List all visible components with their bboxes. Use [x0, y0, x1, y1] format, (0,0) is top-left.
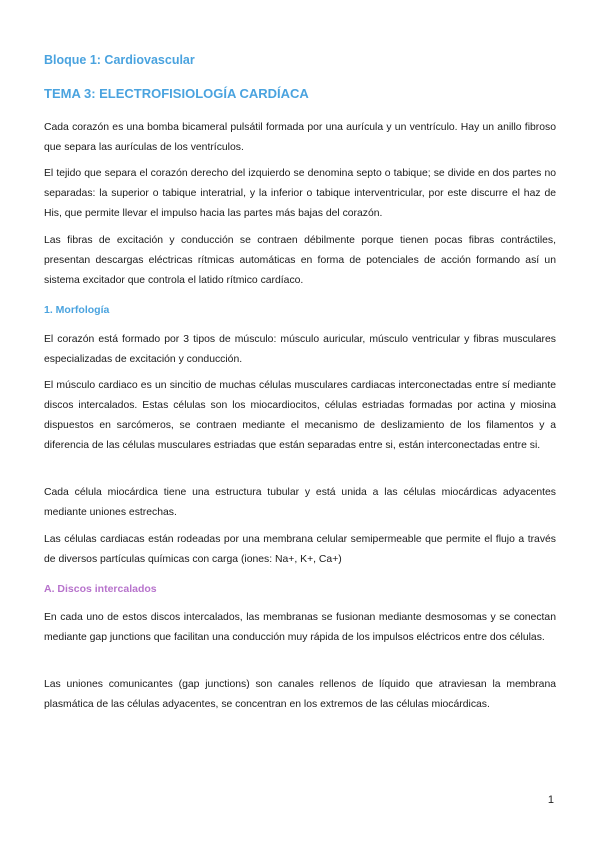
intro-paragraph-3: Las fibras de excitación y conducción se contraen débilmente porque tienen pocas fibras contráctiles, presentan descargas eléctricas rítmicas automáticas en forma de potenciales de acción formando así un sistema excitador que controla el latido rítmico cardíaco. [44, 235, 556, 286]
discos-paragraph-1: En cada uno de estos discos intercalados, las membranas se fusionan mediante desmosomas y se conectan mediante gap junctions que facilitan una conducción muy rápida de los impulsos eléctricos entre dos células. [44, 612, 556, 643]
section-1-heading: 1. Morfología [44, 304, 110, 316]
block-title: Bloque 1: Cardiovascular [44, 53, 195, 67]
morfologia-paragraph-2: El músculo cardiaco es un sincitio de muchas células musculares cardiacas interconectadas entre sí mediante discos intercalados. Estas células son los miocardiocitos, células estriadas formadas por actina y miosina dispuestos en sarcómeros, se contraen mediante el mecanismo de deslizamiento de los filamentos y a diferencia de las células musculares estriadas que están separadas entre si, están interconectadas entre si. [44, 380, 556, 451]
intro-paragraph-2: El tejido que separa el corazón derecho del izquierdo se denomina septo o tabique; se divide en dos partes no separadas: la superior o tabique interatrial, y la inferior o tabique interventricular, por este discurre el haz de His, que permite llevar el impulso hacia las partes más bajas del corazón. [44, 168, 556, 219]
morfologia-paragraph-4: Las células cardiacas están rodeadas por una membrana celular semipermeable que permite el flujo a través de diversos partículas químicas con carga (iones: Na+, K+, Ca+) [44, 534, 556, 565]
section-a-heading: A. Discos intercalados [44, 583, 157, 595]
tema-title: TEMA 3: ELECTROFISIOLOGÍA CARDÍACA [44, 86, 309, 101]
page-number: 1 [547, 794, 554, 806]
discos-paragraph-2: Las uniones comunicantes (gap junctions) son canales rellenos de líquido que atraviesan la membrana plasmática de las células adyacentes, se concentran en los extremos de las células miocárdicas. [44, 679, 556, 710]
morfologia-paragraph-3: Cada célula miocárdica tiene una estructura tubular y está unida a las células miocárdicas adyacentes mediante uniones estrechas. [44, 487, 556, 518]
intro-paragraph-1: Cada corazón es una bomba bicameral pulsátil formada por una aurícula y un ventrículo. Hay un anillo fibroso que separa las aurículas de los ventrículos. [44, 122, 556, 153]
morfologia-paragraph-1: El corazón está formado por 3 tipos de músculo: músculo auricular, músculo ventricular y fibras musculares especializadas de excitación y conducción. [44, 334, 556, 365]
